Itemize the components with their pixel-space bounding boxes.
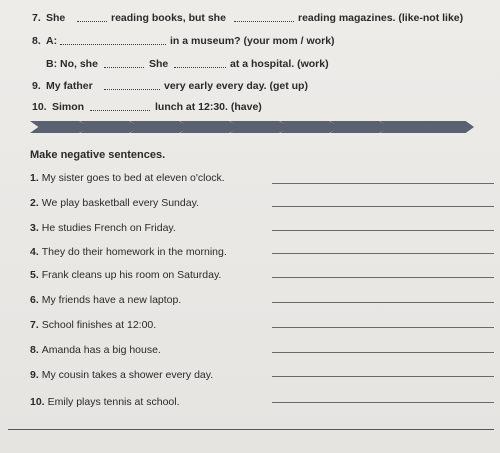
exercise-number: 9. bbox=[32, 80, 41, 92]
sentence-2 bbox=[30, 197, 199, 209]
sentence-text: My cousin takes a shower every day. bbox=[41, 369, 214, 381]
answer-blank[interactable] bbox=[174, 67, 226, 68]
exercise-10 bbox=[0, 101, 500, 121]
chevron-arrow-icon bbox=[130, 121, 190, 133]
sentence-text: Frank cleans up his room on Saturday. bbox=[41, 269, 222, 281]
sentence-number: 7. bbox=[30, 319, 39, 331]
chevron-arrow-icon bbox=[80, 121, 140, 133]
exercise-text: My father bbox=[46, 80, 93, 92]
exercise-number: 8. bbox=[32, 35, 41, 47]
sentence-text: My sister goes to bed at eleven o'clock. bbox=[41, 172, 225, 184]
chevron-arrow-icon bbox=[230, 121, 290, 133]
sentence-number: 8. bbox=[30, 344, 39, 356]
sentence-text: They do their homework in the morning. bbox=[41, 246, 227, 258]
exercise-text: lunch at 12:30. (have) bbox=[155, 101, 262, 113]
answer-blank[interactable] bbox=[60, 44, 166, 45]
exercise-number: 10. bbox=[32, 101, 47, 113]
sentence-10 bbox=[30, 396, 180, 408]
answer-line[interactable] bbox=[272, 206, 494, 207]
sentence-number: 9. bbox=[30, 369, 39, 381]
answer-line[interactable] bbox=[272, 376, 494, 377]
sentence-5 bbox=[30, 269, 221, 281]
answer-line[interactable] bbox=[272, 183, 494, 184]
exercise-text: reading magazines. (like-not like) bbox=[298, 12, 464, 24]
sentence-8 bbox=[30, 344, 161, 356]
exercise-text: She bbox=[149, 58, 169, 70]
sentence-3 bbox=[30, 222, 176, 234]
chevron-arrow-icon bbox=[330, 121, 390, 133]
exercise-text: Simon bbox=[52, 101, 85, 113]
exercise-text: B: No, she bbox=[46, 58, 98, 70]
answer-blank[interactable] bbox=[90, 110, 150, 111]
exercise-8b bbox=[0, 58, 500, 78]
exercise-9 bbox=[0, 80, 500, 100]
exercise-text: A: bbox=[46, 35, 58, 47]
sentence-6 bbox=[30, 294, 181, 306]
sentence-number: 3. bbox=[30, 222, 39, 234]
sentence-4 bbox=[30, 246, 227, 258]
chevron-arrow-icon bbox=[280, 121, 340, 133]
answer-line[interactable] bbox=[272, 302, 494, 303]
exercise-text: in a museum? (your mom / work) bbox=[170, 35, 335, 47]
sentence-text: He studies French on Friday. bbox=[41, 222, 176, 234]
exercise-number: 7. bbox=[32, 12, 41, 24]
exercise-text: at a hospital. (work) bbox=[230, 58, 329, 70]
section-heading: Make negative sentences. bbox=[30, 149, 166, 161]
sentence-1 bbox=[30, 172, 225, 184]
answer-line[interactable] bbox=[272, 277, 494, 278]
exercise-7 bbox=[0, 12, 500, 32]
answer-line[interactable] bbox=[272, 352, 494, 353]
exercise-text: very early every day. (get up) bbox=[164, 80, 308, 92]
exercise-text: reading books, but she bbox=[111, 12, 226, 24]
answer-blank[interactable] bbox=[77, 21, 107, 22]
chevron-arrow-icon bbox=[30, 121, 90, 133]
answer-blank[interactable] bbox=[104, 89, 160, 90]
answer-line[interactable] bbox=[272, 402, 494, 403]
sentence-9 bbox=[30, 369, 213, 381]
sentence-number: 5. bbox=[30, 269, 39, 281]
sentence-text: We play basketball every Sunday. bbox=[41, 197, 199, 209]
sentence-number: 2. bbox=[30, 197, 39, 209]
answer-blank[interactable] bbox=[234, 21, 294, 22]
answer-line[interactable] bbox=[272, 230, 494, 231]
chevron-arrow-icon bbox=[180, 121, 240, 133]
sentence-number: 6. bbox=[30, 294, 39, 306]
sentence-7 bbox=[30, 319, 156, 331]
sentence-number: 1. bbox=[30, 172, 39, 184]
arrow-divider bbox=[30, 121, 480, 135]
exercise-text: She bbox=[46, 12, 66, 24]
sentence-text: Emily plays tennis at school. bbox=[47, 396, 180, 408]
sentence-number: 4. bbox=[30, 246, 39, 258]
answer-blank[interactable] bbox=[104, 67, 144, 68]
sentence-number: 10. bbox=[30, 396, 45, 408]
chevron-arrow-icon bbox=[428, 121, 474, 133]
bottom-border bbox=[8, 429, 494, 430]
sentence-text: My friends have a new laptop. bbox=[41, 294, 182, 306]
answer-line[interactable] bbox=[272, 327, 494, 328]
exercise-8a bbox=[0, 35, 500, 55]
sentence-text: Amanda has a big house. bbox=[41, 344, 161, 356]
sentence-text: School finishes at 12:00. bbox=[41, 319, 157, 331]
answer-line[interactable] bbox=[272, 253, 494, 254]
